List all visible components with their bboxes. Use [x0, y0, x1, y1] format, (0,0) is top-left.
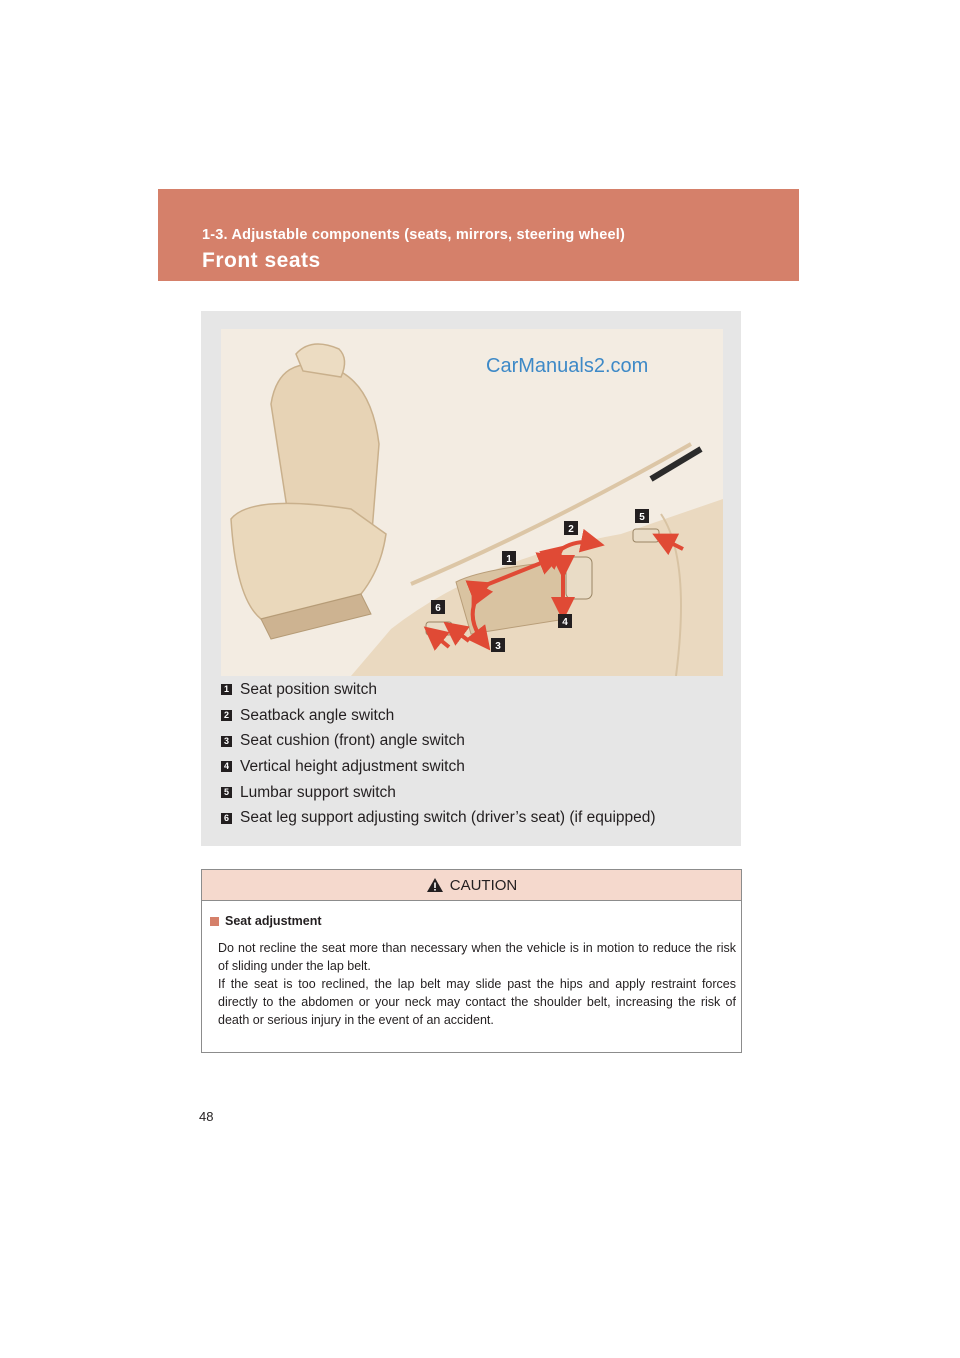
- caution-paragraph: If the seat is too reclined, the lap belt may slide past the hips and apply restraint forces directly to the abdomen or your neck may contact the shoulder belt, increasing the risk of death or serious injury in the event of an accident.: [218, 977, 736, 1027]
- caution-body: [218, 939, 736, 1029]
- legend-item: [221, 728, 656, 754]
- callout-4-label: 4: [562, 617, 568, 628]
- seat-illustration: [221, 329, 723, 676]
- page-title: Front seats: [202, 249, 321, 272]
- caution-title: CAUTION: [449, 876, 518, 894]
- leg-support-switch: [426, 622, 452, 635]
- warning-icon: [426, 877, 444, 893]
- seat-diagram: [221, 329, 723, 676]
- legend-number: 4: [221, 761, 232, 772]
- page-number: 48: [199, 1109, 214, 1124]
- legend-label: Vertical height adjustment switch: [240, 757, 465, 775]
- callout-3-label: 3: [495, 641, 501, 652]
- legend: [221, 677, 656, 831]
- caution-subheading-text: Seat adjustment: [225, 914, 322, 928]
- section-title: 1-3. Adjustable components (seats, mirrors, steering wheel): [202, 227, 626, 243]
- caution-paragraph: Do not recline the seat more than necessary when the vehicle is in motion to reduce the risk of sliding under the lap belt.: [218, 941, 736, 973]
- legend-number: 3: [221, 736, 232, 747]
- legend-label: Seatback angle switch: [240, 706, 395, 724]
- watermark: CarManuals2.com: [486, 355, 649, 377]
- callout-5-label: 5: [639, 512, 645, 523]
- legend-label: Lumbar support switch: [240, 783, 396, 801]
- seat-shape: [231, 344, 386, 639]
- legend-number: 6: [221, 813, 232, 824]
- vertical-switch: [566, 557, 592, 599]
- lumbar-switch: [633, 529, 659, 542]
- legend-label: Seat leg support adjusting switch (driver’s seat) (if equipped): [240, 809, 656, 827]
- caution-box: [201, 869, 742, 1053]
- callout-6-label: 6: [435, 603, 441, 614]
- callout-2-label: 2: [568, 524, 574, 535]
- square-bullet-icon: [210, 917, 219, 926]
- legend-item: [221, 805, 656, 831]
- figure-box: [201, 311, 741, 846]
- section-header: [158, 189, 799, 281]
- legend-label: Seat cushion (front) angle switch: [240, 732, 465, 750]
- legend-number: 2: [221, 710, 232, 721]
- legend-item: [221, 754, 656, 780]
- caution-header: [202, 870, 741, 901]
- legend-item: [221, 677, 656, 703]
- legend-label: Seat position switch: [240, 680, 377, 698]
- legend-item: [221, 703, 656, 729]
- caution-subheading: [210, 914, 322, 928]
- legend-number: 1: [221, 684, 232, 695]
- legend-number: 5: [221, 787, 232, 798]
- legend-item: [221, 780, 656, 806]
- callout-1-label: 1: [506, 554, 512, 565]
